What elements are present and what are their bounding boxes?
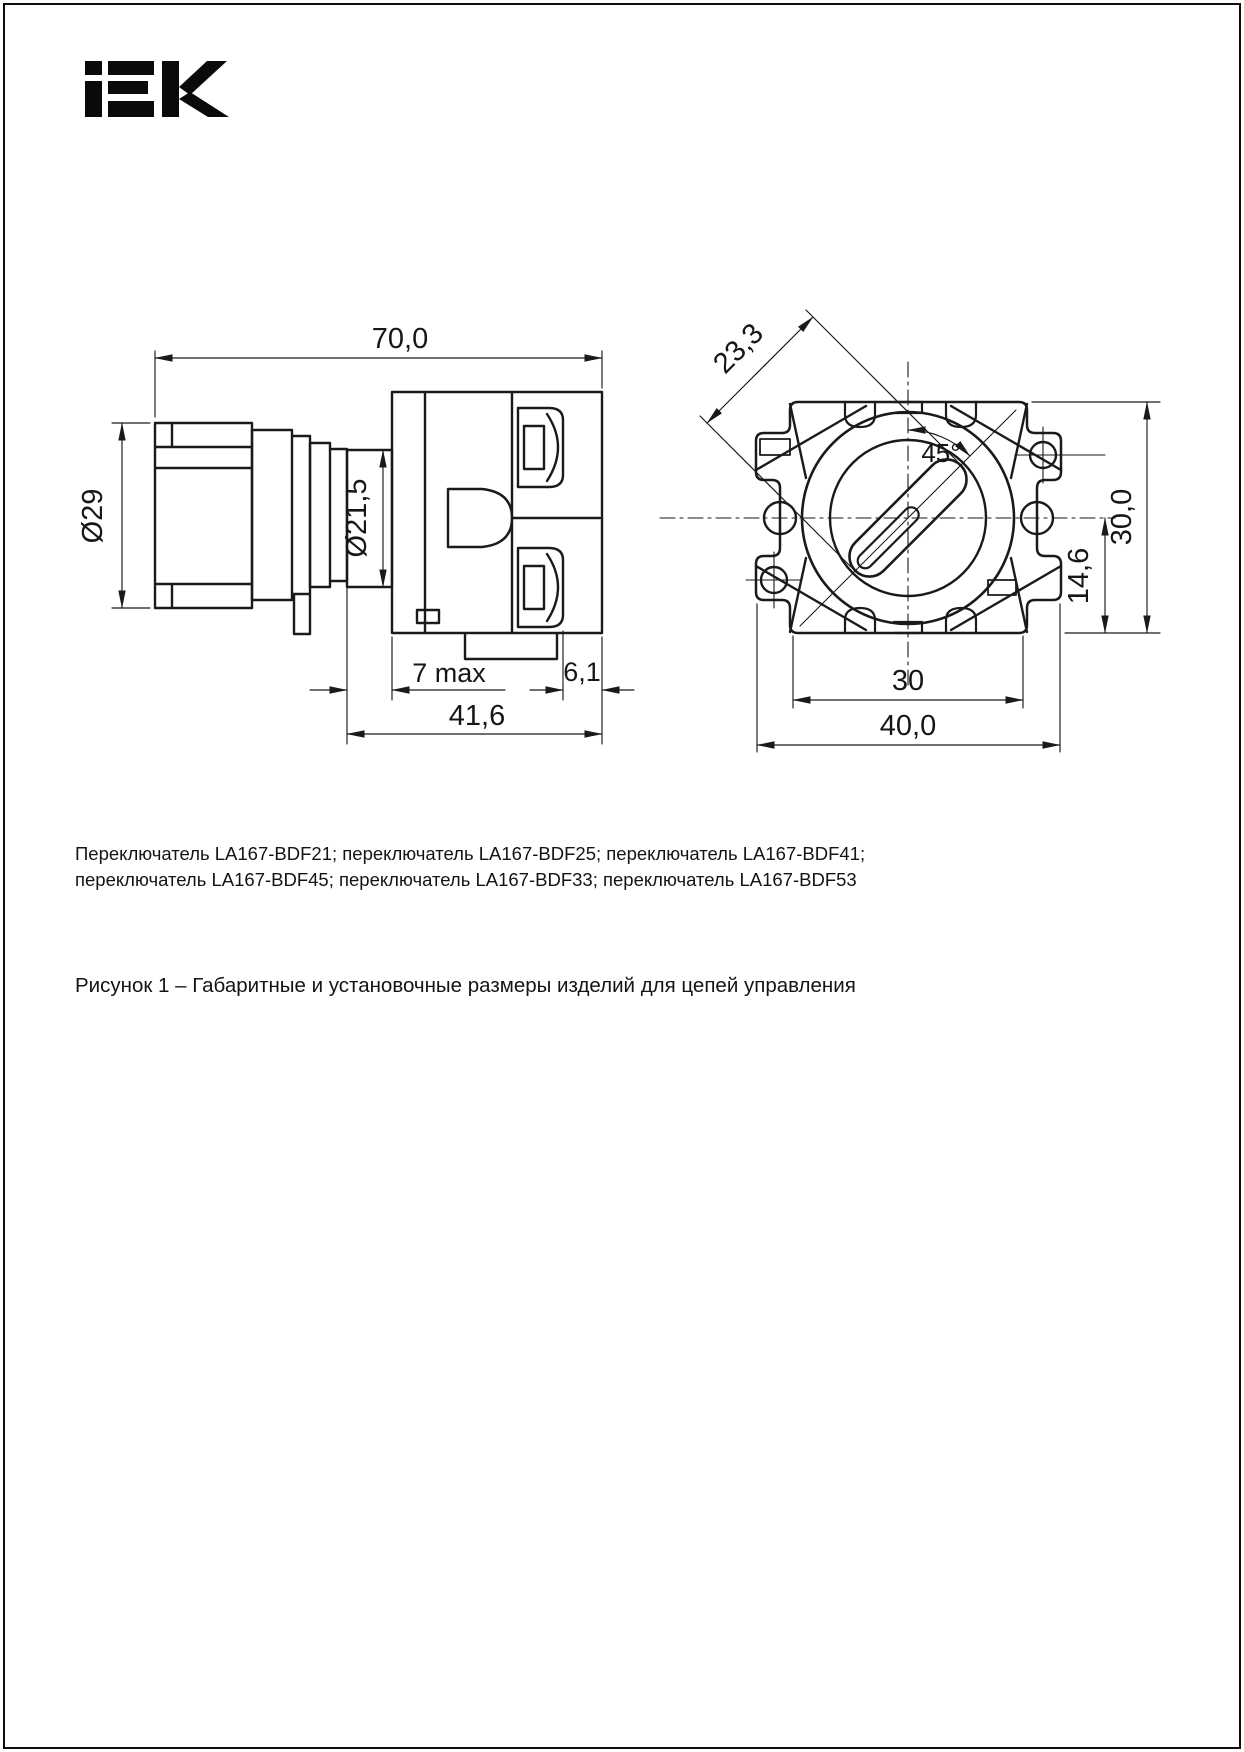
logo-e-top	[108, 61, 154, 75]
dim-label-knob-diameter: Ø29	[77, 488, 109, 544]
dim-label-lower-height: 14,6	[1063, 547, 1095, 605]
knob-outline	[155, 423, 252, 608]
centerlines	[660, 362, 1115, 688]
dim-label-rotation-angle: 45°	[921, 438, 961, 468]
side-view-dimension-lines	[122, 358, 634, 734]
dim-label-rear-block: 6,1	[563, 657, 601, 687]
logo-k-stem	[162, 61, 179, 117]
plunger-outline	[448, 489, 600, 547]
product-list-paragraph	[75, 841, 865, 893]
dim-label-full-width: 40,0	[879, 710, 937, 742]
bezel-outline	[252, 430, 310, 634]
dim-label-body-length: 41,6	[448, 700, 506, 732]
product-list-line-1: Переключатель LA167-BDF21; переключатель LA167-BDF25; переключатель LA167-BDF41;	[75, 843, 866, 864]
logo-e-mid	[108, 81, 148, 94]
side-view-drawing	[77, 323, 634, 744]
front-view-dimension-lines	[707, 317, 1147, 745]
front-view-drawing	[660, 310, 1160, 752]
product-list-line-2: переключатель LA167-BDF45; переключатель LA167-BDF33; переключатель LA167-BDF53	[75, 869, 857, 890]
dim-label-full-height: 30,0	[1106, 488, 1138, 546]
iek-logo	[85, 61, 229, 117]
front-view-dimension-labels	[707, 317, 1138, 742]
figure-caption: Рисунок 1 – Габаритные и установочные размеры изделий для цепей управления	[75, 974, 856, 997]
logo-i-dot	[85, 61, 102, 75]
logo-i-stem	[85, 81, 102, 117]
dim-label-handle-length: 23,3	[707, 317, 770, 380]
dim-label-inner-width: 30	[891, 665, 925, 697]
dim-label-neck-diameter: Ø21,5	[341, 478, 373, 558]
side-view-part-outlines	[155, 392, 602, 659]
logo-e-bottom	[108, 101, 154, 117]
dim-label-total-length: 70,0	[371, 323, 429, 355]
dim-label-panel-thickness: 7 max	[412, 658, 486, 688]
housing-outline	[392, 392, 602, 659]
logo-k-lower-arm	[179, 92, 229, 117]
upper-terminal-clamp	[518, 408, 563, 487]
lower-terminal-clamp	[518, 548, 563, 627]
logo-k-upper-arm	[179, 61, 227, 95]
